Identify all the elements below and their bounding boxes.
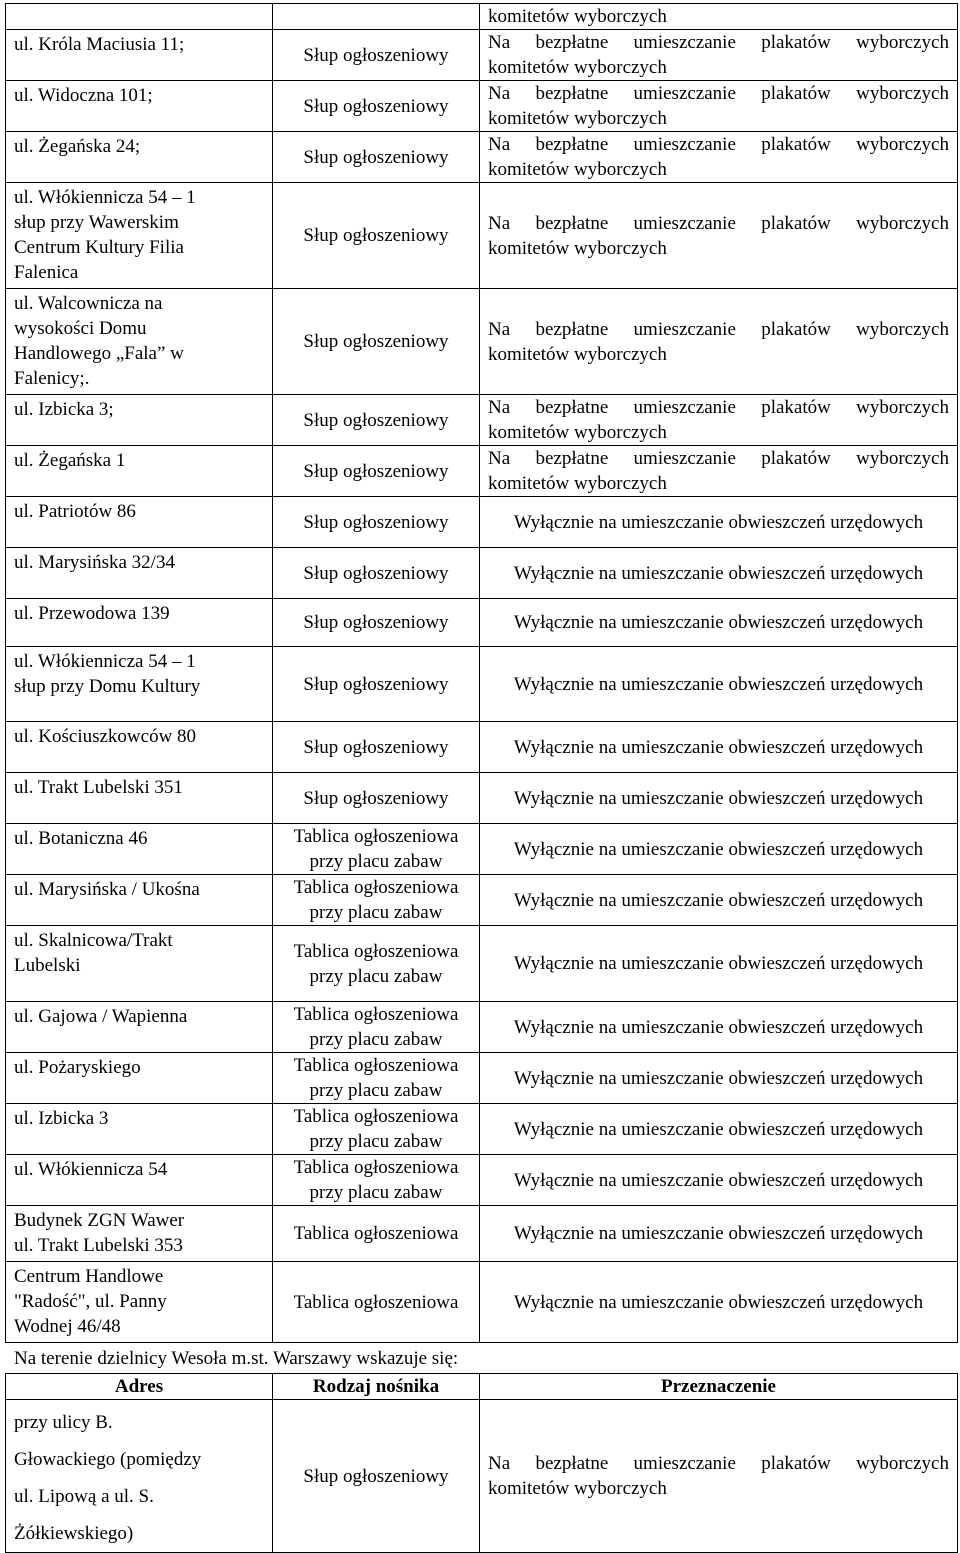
carrier-type-cell bbox=[273, 875, 480, 926]
carrier-type-line: Tablica ogłoszeniowa bbox=[293, 826, 459, 847]
purpose-cell: Wyłącznie na umieszczanie obwieszczeń urzędowych bbox=[480, 1002, 958, 1053]
address-line: Falenica bbox=[14, 262, 79, 283]
purpose-line: Na bezpłatne umieszczanie plakatów wyborczych bbox=[488, 134, 949, 155]
address-line: ul. Króla Maciusia 11; bbox=[14, 34, 185, 55]
purpose-cell bbox=[480, 446, 958, 497]
purpose-cell: Wyłącznie na umieszczanie obwieszczeń urzędowych bbox=[480, 1053, 958, 1104]
address-cell bbox=[6, 81, 273, 132]
carrier-type-line: Tablica ogłoszeniowa bbox=[293, 940, 459, 962]
table-row bbox=[6, 1262, 958, 1343]
table-row bbox=[6, 647, 958, 722]
address-cell bbox=[6, 446, 273, 497]
carrier-type-cell bbox=[273, 132, 480, 183]
purpose-line: komitetów wyborczych bbox=[488, 343, 667, 365]
address-line: Głowackiego (pomiędzy bbox=[14, 1449, 202, 1470]
purpose-cell: Wyłącznie na umieszczanie obwieszczeń urzędowych bbox=[480, 722, 958, 773]
address-line: ul. Lipową a ul. S. bbox=[14, 1486, 154, 1507]
carrier-type-line: Słup ogłoszeniowy bbox=[303, 736, 449, 758]
carrier-type-line: Tablica ogłoszeniowa bbox=[293, 1157, 459, 1178]
purpose-cell: Wyłącznie na umieszczanie obwieszczeń urzędowych bbox=[480, 824, 958, 875]
address-line: "Radość", ul. Panny bbox=[14, 1291, 167, 1312]
table-row bbox=[6, 548, 958, 599]
purpose-line: Na bezpłatne umieszczanie plakatów wyborczych bbox=[488, 1453, 949, 1474]
address-cell bbox=[6, 1262, 273, 1343]
address-line: Handlowego „Fala” w bbox=[14, 343, 184, 364]
purpose-cell bbox=[480, 289, 958, 395]
purpose-cell: Wyłącznie na umieszczanie obwieszczeń urzędowych bbox=[480, 773, 958, 824]
address-cell bbox=[6, 1155, 273, 1206]
advertising-locations-table bbox=[5, 3, 958, 1343]
address-line: ul. Włókiennicza 54 – 1 bbox=[14, 651, 196, 672]
purpose-cell bbox=[480, 81, 958, 132]
carrier-type-line: Tablica ogłoszeniowa bbox=[293, 1055, 459, 1076]
table-row bbox=[6, 497, 958, 548]
address-cell bbox=[6, 722, 273, 773]
purpose-cell: Wyłącznie na umieszczanie obwieszczeń urzędowych bbox=[480, 599, 958, 647]
carrier-type-line: Słup ogłoszeniowy bbox=[303, 460, 449, 482]
address-cell bbox=[6, 183, 273, 289]
table-row bbox=[6, 1155, 958, 1206]
table-row bbox=[6, 773, 958, 824]
table-row bbox=[6, 1206, 958, 1262]
table-row bbox=[6, 926, 958, 1002]
table-row bbox=[6, 132, 958, 183]
address-cell bbox=[6, 599, 273, 647]
address-line: ul. Żegańska 24; bbox=[14, 136, 141, 157]
purpose-cell bbox=[480, 30, 958, 81]
address-line: Centrum Kultury Filia bbox=[14, 237, 184, 258]
carrier-type-line: Tablica ogłoszeniowa bbox=[293, 1106, 459, 1127]
purpose-cell: Wyłącznie na umieszczanie obwieszczeń urzędowych bbox=[480, 1262, 958, 1343]
address-line: ul. Walcownicza na bbox=[14, 293, 163, 314]
purpose-cell bbox=[480, 395, 958, 446]
section-intro-text: Na terenie dzielnicy Wesoła m.st. Warszawy wskazuje się: bbox=[14, 1348, 459, 1369]
table-row bbox=[6, 722, 958, 773]
carrier-type-cell bbox=[273, 773, 480, 824]
address-line: ul. Przewodowa 139 bbox=[14, 603, 170, 624]
address-line: ul. Włókiennicza 54 bbox=[14, 1159, 168, 1180]
carrier-type-line: przy placu zabaw bbox=[309, 1029, 443, 1050]
address-line: ul. Marysińska / Ukośna bbox=[14, 879, 200, 900]
table-row bbox=[6, 875, 958, 926]
table-row bbox=[6, 1104, 958, 1155]
carrier-type-cell bbox=[273, 30, 480, 81]
purpose-cell: Wyłącznie na umieszczanie obwieszczeń urzędowych bbox=[480, 875, 958, 926]
purpose-cell bbox=[480, 132, 958, 183]
address-cell bbox=[6, 1206, 273, 1262]
address-cell bbox=[6, 30, 273, 81]
address-line: Wodnej 46/48 bbox=[14, 1316, 121, 1337]
address-line: słup przy Domu Kultury bbox=[14, 676, 201, 697]
address-cell bbox=[6, 132, 273, 183]
table-row bbox=[6, 81, 958, 132]
carrier-type-line: Słup ogłoszeniowy bbox=[303, 409, 449, 431]
purpose-line: komitetów wyborczych bbox=[488, 422, 667, 443]
address-cell bbox=[6, 875, 273, 926]
carrier-type-cell bbox=[273, 647, 480, 722]
address-line: przy ulicy B. bbox=[14, 1412, 113, 1433]
table-header-row bbox=[6, 1374, 958, 1400]
carrier-type-line: Słup ogłoszeniowy bbox=[303, 146, 449, 168]
address-cell bbox=[6, 1400, 273, 1553]
carrier-type-cell bbox=[273, 289, 480, 395]
carrier-type-cell bbox=[273, 599, 480, 647]
carrier-type-line: Słup ogłoszeniowy bbox=[303, 44, 449, 66]
carrier-type-cell bbox=[273, 497, 480, 548]
table-row bbox=[6, 1053, 958, 1104]
table-row bbox=[6, 824, 958, 875]
purpose-cell: Wyłącznie na umieszczanie obwieszczeń urzędowych bbox=[480, 1155, 958, 1206]
address-line: Żółkiewskiego) bbox=[14, 1523, 134, 1544]
carrier-type-cell bbox=[273, 1155, 480, 1206]
carrier-type-line: Tablica ogłoszeniowa bbox=[293, 1223, 459, 1244]
address-line: ul. Kościuszkowców 80 bbox=[14, 726, 197, 747]
table-row bbox=[6, 183, 958, 289]
address-cell bbox=[6, 497, 273, 548]
purpose-line: Na bezpłatne umieszczanie plakatów wyborczych bbox=[488, 318, 949, 340]
carrier-type-cell bbox=[273, 1206, 480, 1262]
address-line: ul. Gajowa / Wapienna bbox=[14, 1006, 188, 1027]
address-line: słup przy Wawerskim bbox=[14, 212, 179, 233]
carrier-type-line: Słup ogłoszeniowy bbox=[303, 95, 449, 117]
purpose-cell: Wyłącznie na umieszczanie obwieszczeń urzędowych bbox=[480, 497, 958, 548]
purpose-cell: Wyłącznie na umieszczanie obwieszczeń urzędowych bbox=[480, 1104, 958, 1155]
address-cell bbox=[6, 1053, 273, 1104]
carrier-type-cell bbox=[273, 1262, 480, 1343]
address-cell bbox=[6, 647, 273, 722]
address-line: ul. Włókiennicza 54 – 1 bbox=[14, 187, 196, 208]
address-cell bbox=[6, 926, 273, 1002]
purpose-line: komitetów wyborczych bbox=[488, 1478, 667, 1499]
carrier-type-line: przy placu zabaw bbox=[309, 902, 443, 923]
address-line: ul. Izbicka 3 bbox=[14, 1108, 109, 1129]
carrier-type-line: Słup ogłoszeniowy bbox=[303, 511, 449, 533]
carrier-type-cell bbox=[273, 1104, 480, 1155]
carrier-type-line: Tablica ogłoszeniowa bbox=[293, 877, 459, 898]
carrier-type-line: Słup ogłoszeniowy bbox=[303, 612, 449, 633]
carrier-type-cell bbox=[273, 1002, 480, 1053]
purpose-line: Na bezpłatne umieszczanie plakatów wyborczych bbox=[488, 83, 949, 104]
carrier-type-cell bbox=[273, 722, 480, 773]
address-cell bbox=[6, 289, 273, 395]
table-row bbox=[6, 4, 958, 30]
carrier-type-cell bbox=[273, 1053, 480, 1104]
address-cell bbox=[6, 1104, 273, 1155]
carrier-type-cell: Słup ogłoszeniowy bbox=[273, 1400, 480, 1553]
address-line: Lubelski bbox=[14, 955, 81, 976]
column-header-purpose: Przeznaczenie bbox=[480, 1374, 958, 1400]
carrier-type-cell bbox=[273, 183, 480, 289]
table-row bbox=[6, 446, 958, 497]
purpose-cell: Wyłącznie na umieszczanie obwieszczeń urzędowych bbox=[480, 647, 958, 722]
table-row bbox=[6, 1400, 958, 1553]
address-cell bbox=[6, 824, 273, 875]
wesola-locations-table bbox=[5, 1373, 958, 1553]
carrier-type-cell bbox=[273, 446, 480, 497]
carrier-type-line: przy placu zabaw bbox=[309, 1131, 443, 1152]
purpose-line: Na bezpłatne umieszczanie plakatów wyborczych bbox=[488, 397, 949, 418]
carrier-type-cell bbox=[273, 4, 480, 30]
carrier-type-cell bbox=[273, 926, 480, 1002]
purpose-line: komitetów wyborczych bbox=[488, 473, 667, 494]
address-cell bbox=[6, 548, 273, 599]
carrier-type-line: przy placu zabaw bbox=[309, 1182, 443, 1203]
address-line: Centrum Handlowe bbox=[14, 1266, 164, 1287]
table-row bbox=[6, 1002, 958, 1053]
address-line: ul. Trakt Lubelski 353 bbox=[14, 1235, 183, 1256]
purpose-line: komitetów wyborczych bbox=[488, 57, 667, 78]
purpose-line: komitetów wyborczych bbox=[488, 237, 667, 259]
purpose-line: Na bezpłatne umieszczanie plakatów wyborczych bbox=[488, 212, 949, 234]
carrier-type-cell bbox=[273, 824, 480, 875]
purpose-line: Na bezpłatne umieszczanie plakatów wyborczych bbox=[488, 32, 949, 53]
table-row bbox=[6, 30, 958, 81]
carrier-type-line: Słup ogłoszeniowy bbox=[303, 673, 449, 695]
address-line: ul. Widoczna 101; bbox=[14, 85, 153, 106]
address-line: ul. Pożaryskiego bbox=[14, 1057, 141, 1078]
purpose-cell: komitetów wyborczych bbox=[480, 4, 958, 30]
purpose-line: komitetów wyborczych bbox=[488, 159, 667, 180]
address-line: Budynek ZGN Wawer bbox=[14, 1210, 185, 1231]
address-cell bbox=[6, 4, 273, 30]
purpose-cell: Wyłącznie na umieszczanie obwieszczeń urzędowych bbox=[480, 1206, 958, 1262]
carrier-type-line: Słup ogłoszeniowy bbox=[303, 562, 449, 584]
address-line: ul. Marysińska 32/34 bbox=[14, 552, 175, 573]
carrier-type-line: przy placu zabaw bbox=[309, 1080, 443, 1101]
table-row bbox=[6, 395, 958, 446]
address-line: ul. Żegańska 1 bbox=[14, 450, 126, 471]
carrier-type-cell bbox=[273, 548, 480, 599]
carrier-type-line: Słup ogłoszeniowy bbox=[303, 787, 449, 809]
purpose-cell bbox=[480, 1400, 958, 1553]
carrier-type-line: Tablica ogłoszeniowa bbox=[293, 1291, 459, 1313]
carrier-type-line: Słup ogłoszeniowy bbox=[303, 225, 449, 246]
address-line: ul. Skalnicowa/Trakt bbox=[14, 930, 173, 951]
table-row bbox=[6, 289, 958, 395]
address-line: ul. Trakt Lubelski 351 bbox=[14, 777, 183, 798]
purpose-cell bbox=[480, 183, 958, 289]
carrier-type-line: Tablica ogłoszeniowa bbox=[293, 1004, 459, 1025]
carrier-type-cell bbox=[273, 81, 480, 132]
address-line: ul. Botaniczna 46 bbox=[14, 828, 148, 849]
purpose-cell: Wyłącznie na umieszczanie obwieszczeń urzędowych bbox=[480, 926, 958, 1002]
column-header-carrier-type: Rodzaj nośnika bbox=[273, 1374, 480, 1400]
carrier-type-line: przy placu zabaw bbox=[309, 965, 443, 987]
purpose-line: komitetów wyborczych bbox=[488, 108, 667, 129]
address-line: ul. Patriotów 86 bbox=[14, 501, 136, 522]
address-line: Falenicy;. bbox=[14, 368, 90, 389]
carrier-type-line: Słup ogłoszeniowy bbox=[303, 331, 449, 352]
address-cell bbox=[6, 1002, 273, 1053]
table-row bbox=[6, 599, 958, 647]
carrier-type-cell bbox=[273, 395, 480, 446]
column-header-address: Adres bbox=[6, 1374, 273, 1400]
address-cell bbox=[6, 395, 273, 446]
address-cell bbox=[6, 773, 273, 824]
address-line: ul. Izbicka 3; bbox=[14, 399, 114, 420]
address-line: wysokości Domu bbox=[14, 318, 147, 339]
purpose-cell: Wyłącznie na umieszczanie obwieszczeń urzędowych bbox=[480, 548, 958, 599]
purpose-line: Na bezpłatne umieszczanie plakatów wyborczych bbox=[488, 448, 949, 469]
carrier-type-line: przy placu zabaw bbox=[309, 851, 443, 872]
